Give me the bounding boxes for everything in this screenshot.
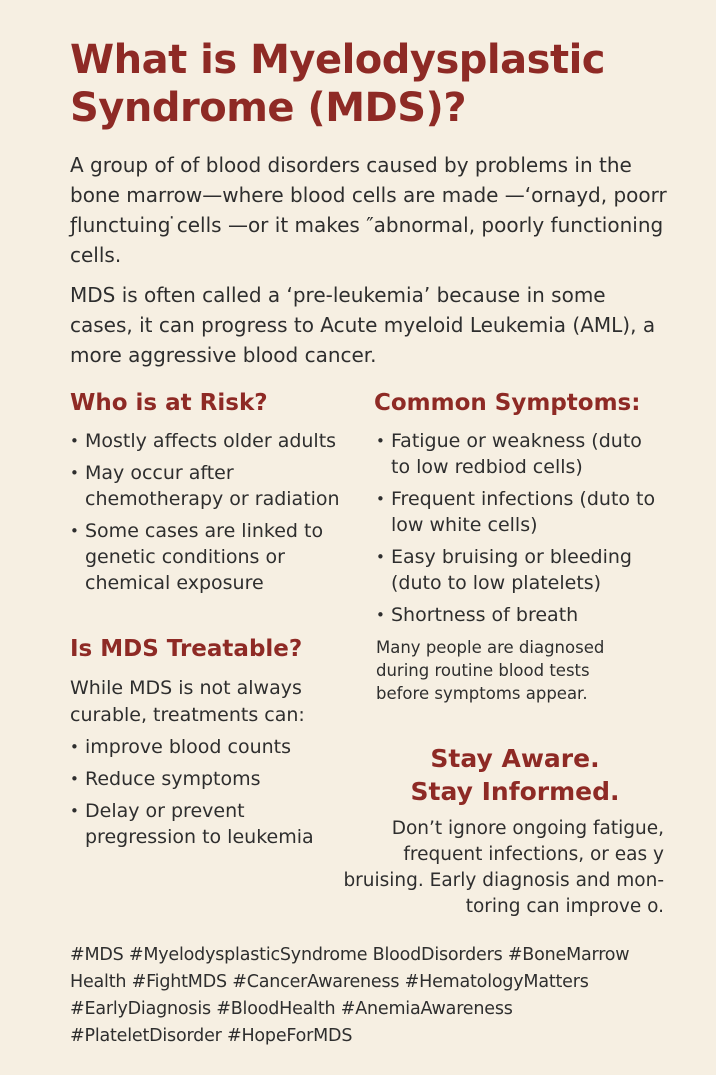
pre-leukemia-paragraph: MDS is often called a ‘pre-leukemia’ because in some cases, it can progress to Acute myeloid Leukemia (AML), a more aggressive blood cancer. bbox=[70, 283, 656, 367]
symptoms-list bbox=[376, 428, 656, 628]
list-item: • improve blood counts bbox=[70, 734, 350, 760]
aware-body: Don’t ignore ongoing fatigue, frequent infections, or eas y bruising. Early diagnosis and mon- toring can improve o. bbox=[343, 818, 664, 917]
page-title: What is Myelodysplastic Syndrome (MDS)? bbox=[70, 37, 605, 131]
list-item: • May occur after chemotherapy or radiation bbox=[70, 460, 355, 512]
risk-list bbox=[70, 428, 355, 596]
aware-title-line2: Stay Informed. bbox=[410, 777, 620, 806]
list-item: • Delay or prevent pregression to leukemia bbox=[70, 798, 350, 850]
treatable-heading: Is MDS Treatable? bbox=[70, 636, 303, 662]
symptoms-heading: Common Symptoms: bbox=[374, 390, 641, 416]
list-item: • Shortness of breath bbox=[376, 602, 656, 628]
list-item: • Easy bruising or bleeding (duto to low platelets) bbox=[376, 544, 656, 596]
list-item: • Mostly affects older adults bbox=[70, 428, 355, 454]
hashtag-line: #PlateletDisorder #HopeForMDS bbox=[70, 1026, 353, 1046]
treatable-list bbox=[70, 734, 350, 850]
list-item: • Frequent infections (duto to low white cells) bbox=[376, 486, 656, 538]
risk-heading: Who is at Risk? bbox=[70, 390, 268, 416]
treatable-intro: While MDS is not always curable, treatments can: bbox=[70, 677, 305, 726]
hashtag-line: #MDS #MyelodysplasticSyndrome BloodDisorders #BoneMarrow bbox=[70, 945, 630, 965]
symptoms-note: Many people are diagnosed during routine blood tests before symptoms appear. bbox=[376, 638, 605, 703]
list-item: • Some cases are linked to genetic conditions or chemical exposure bbox=[70, 518, 355, 596]
hashtag-line: Health #FightMDS #CancerAwareness #HematologyMatters bbox=[70, 972, 589, 992]
hashtags bbox=[70, 942, 670, 1050]
hashtag-line: #EarlyDiagnosis #BloodHealth #AnemiaAwareness bbox=[70, 999, 513, 1019]
aware-title-line1: Stay Aware. bbox=[430, 744, 600, 773]
intro-paragraph: A group of of blood disorders caused by problems in the bone marrow—where blood cells are made —‘ornayd, poorr ƒlunctuing ̇cells —or it makes ″abnormal, poorly functioning cells. bbox=[70, 153, 667, 267]
list-item: • Reduce symptoms bbox=[70, 766, 350, 792]
list-item: • Fatigue or weakness (duto to low redbiod cells) bbox=[376, 428, 656, 480]
